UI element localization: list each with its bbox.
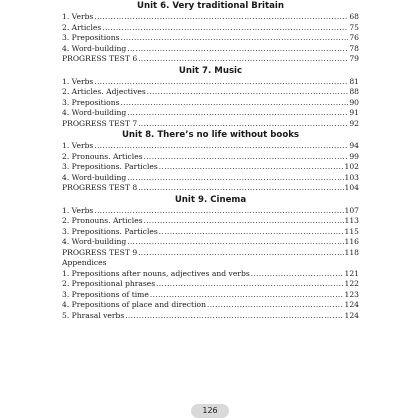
unit-title: Unit 7. Music <box>178 65 243 76</box>
entry-label: 2. Pronouns. Articles <box>62 216 143 225</box>
entry-label: PROGRESS TEST 7 <box>62 118 138 128</box>
unit-6-section <box>62 0 359 65</box>
toc-entry[interactable] <box>62 300 359 311</box>
entry-label: PROGRESS TEST 9 <box>62 247 138 257</box>
toc-entry[interactable] <box>62 173 359 184</box>
dot-leader <box>144 216 344 227</box>
toc-entry[interactable] <box>62 269 359 280</box>
dot-leader <box>127 44 348 55</box>
dot-leader <box>127 108 348 119</box>
unit-7-section <box>62 65 359 130</box>
dot-leader <box>150 290 344 301</box>
toc-entry[interactable] <box>62 183 359 194</box>
dot-leader <box>251 269 344 280</box>
entry-page: 118 <box>344 247 359 257</box>
dot-leader <box>156 279 343 290</box>
toc-entry[interactable] <box>62 162 359 173</box>
toc-entry[interactable] <box>62 206 359 217</box>
entry-label: PROGRESS TEST 8 <box>62 183 138 192</box>
toc-entry[interactable] <box>62 12 359 23</box>
dot-leader <box>159 227 344 238</box>
entry-label: 3. Prepositions. Particles <box>62 162 158 171</box>
toc-entry[interactable] <box>62 54 359 65</box>
entry-page: 122 <box>344 279 359 288</box>
toc-entry[interactable] <box>62 311 359 322</box>
entry-label: PROGRESS TEST 6 <box>62 54 138 63</box>
entry-page: 75 <box>349 22 359 32</box>
entry-label: 3. Prepositions <box>62 97 120 107</box>
toc-entry[interactable] <box>62 279 359 290</box>
toc-entry[interactable] <box>62 44 359 55</box>
entry-label: 3. Prepositions of time <box>62 289 149 299</box>
entry-page: 81 <box>349 76 359 86</box>
dot-leader <box>159 162 344 173</box>
toc-entry[interactable] <box>62 248 359 259</box>
entry-page: 99 <box>349 151 359 161</box>
appendices-section <box>62 258 359 321</box>
unit-title: Unit 6. Very traditional Britain <box>137 1 284 11</box>
toc-entry[interactable] <box>62 216 359 227</box>
entry-page: 104 <box>344 183 359 192</box>
toc-entry[interactable] <box>62 98 359 109</box>
toc-entry[interactable] <box>62 237 359 248</box>
dot-leader <box>94 206 343 217</box>
entry-page: 78 <box>349 43 359 53</box>
dot-leader <box>138 183 343 194</box>
entry-page: 79 <box>349 54 359 63</box>
dot-leader <box>127 173 343 184</box>
entry-label: 5. Phrasal verbs <box>62 310 125 320</box>
toc-entry[interactable] <box>62 290 359 301</box>
entry-page: 124 <box>344 310 359 320</box>
entry-page: 107 <box>344 205 359 215</box>
dot-leader <box>121 98 349 109</box>
dot-leader <box>147 87 349 98</box>
entry-label: 3. Prepositions. Particles <box>62 226 158 236</box>
toc-entry[interactable] <box>62 227 359 238</box>
entry-page: 113 <box>344 216 359 225</box>
unit-8-section <box>62 129 359 194</box>
entry-label: 1. Prepositions after nouns, adjectives and verbs <box>62 268 250 278</box>
dot-leader <box>102 23 348 34</box>
entry-page: 124 <box>344 300 359 309</box>
table-of-contents <box>62 0 359 331</box>
entry-label: 1. Verbs <box>62 205 94 215</box>
toc-entry[interactable] <box>62 119 359 130</box>
entry-page: 121 <box>344 268 359 278</box>
entry-page: 123 <box>344 289 359 299</box>
dot-leader <box>138 54 348 65</box>
dot-leader <box>94 77 348 88</box>
entry-page: 102 <box>344 162 359 171</box>
entry-page: 88 <box>349 87 359 96</box>
entry-page: 76 <box>349 33 359 42</box>
unit-title: Unit 9. Cinema <box>174 194 247 205</box>
entry-label: 2. Pronouns. Articles <box>62 151 143 161</box>
toc-entry[interactable] <box>62 77 359 88</box>
page-number: 126 <box>191 404 229 418</box>
entry-label: 3. Prepositions <box>62 33 120 42</box>
entry-label: 2. Articles. Adjectives <box>62 87 146 96</box>
toc-entry[interactable] <box>62 108 359 119</box>
entry-page: 116 <box>344 237 359 246</box>
entry-label: 1. Verbs <box>62 76 94 86</box>
dot-leader <box>94 141 348 152</box>
entry-label: 4. Word-building <box>62 43 127 53</box>
entry-label: 2. Prepositional phrases <box>62 279 156 288</box>
unit-9-section <box>62 194 359 259</box>
toc-entry[interactable] <box>62 141 359 152</box>
dot-leader <box>144 152 349 163</box>
entry-page: 92 <box>349 118 359 128</box>
dot-leader <box>121 33 349 44</box>
entry-label: 1. Verbs <box>62 12 94 21</box>
entry-label: 4. Word-building <box>62 172 127 182</box>
dot-leader <box>138 119 348 130</box>
entry-page: 68 <box>349 12 359 21</box>
dot-leader <box>125 311 343 322</box>
dot-leader <box>94 12 348 23</box>
dot-leader <box>207 300 344 311</box>
dot-leader <box>138 248 343 259</box>
entry-page: 103 <box>344 172 359 182</box>
unit-title: Unit 8. There’s no life without books <box>121 130 300 140</box>
dot-leader <box>127 237 343 248</box>
entry-page: 94 <box>349 141 359 150</box>
appendices-heading: Appendices <box>62 258 107 267</box>
toc-entry[interactable] <box>62 23 359 34</box>
entry-label: 4. Word-building <box>62 108 127 117</box>
toc-entry[interactable] <box>62 152 359 163</box>
entry-page: 115 <box>344 226 359 236</box>
entry-page: 91 <box>349 108 359 117</box>
entry-label: 1. Verbs <box>62 141 94 150</box>
entry-label: 4. Prepositions of place and direction <box>62 300 206 309</box>
entry-label: 4. Word-building <box>62 237 127 246</box>
toc-entry[interactable] <box>62 33 359 44</box>
toc-entry[interactable] <box>62 87 359 98</box>
entry-label: 2. Articles <box>62 22 102 32</box>
entry-page: 90 <box>349 97 359 107</box>
